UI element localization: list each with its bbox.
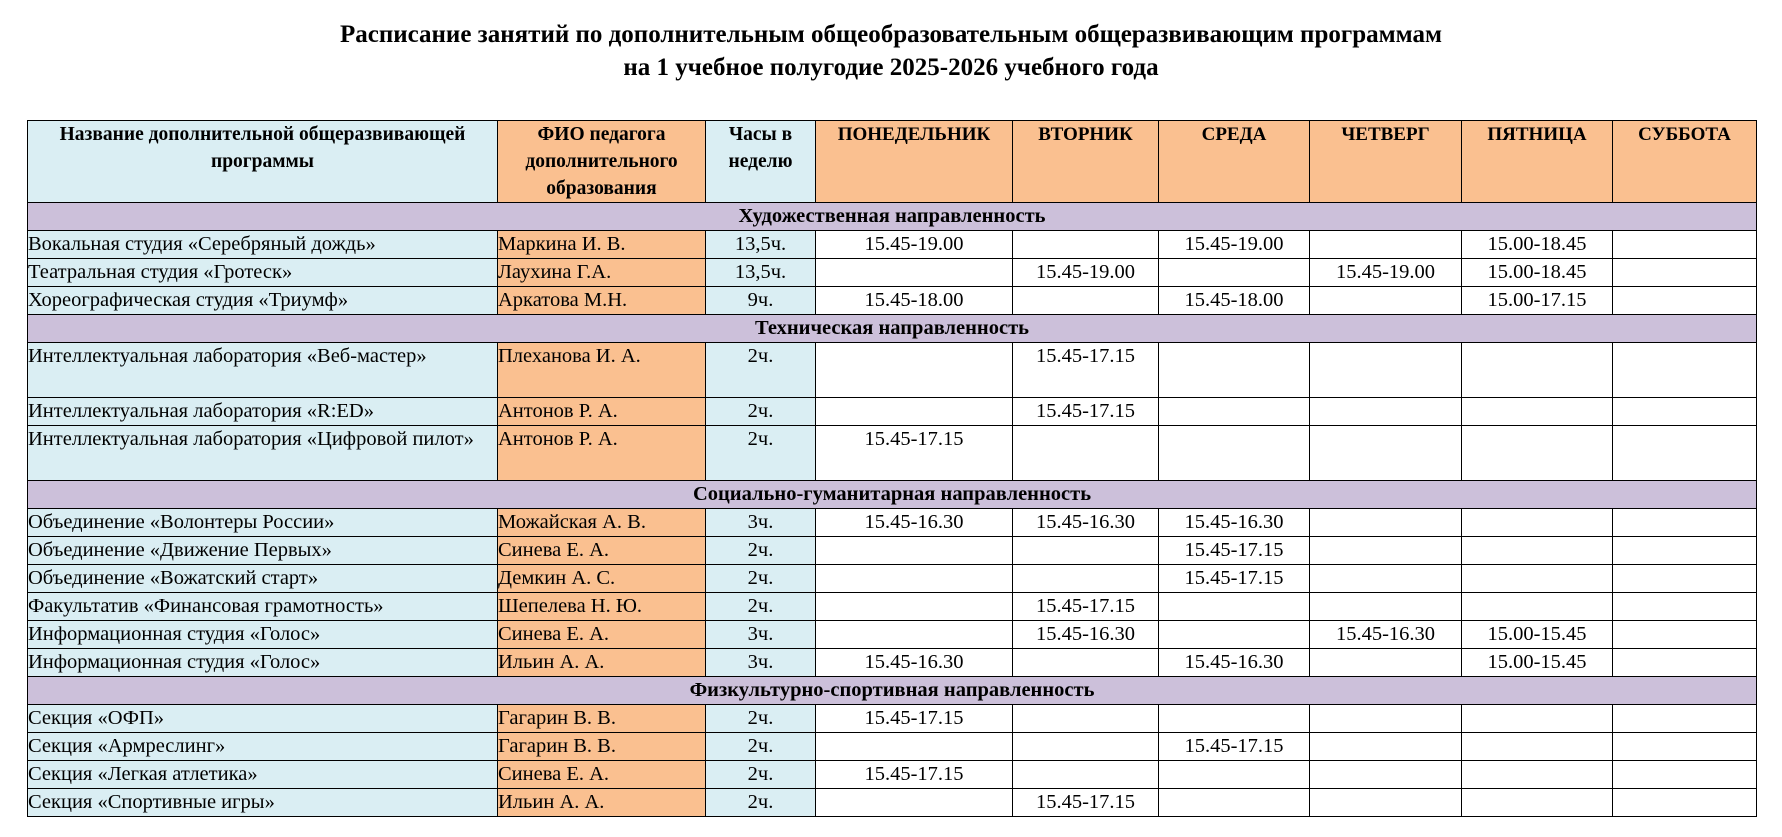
time-cell-saturday (1613, 593, 1757, 621)
hours-per-week: 3ч. (706, 621, 816, 649)
section-row (28, 203, 1757, 231)
time-cell-monday: 15.45-16.30 (816, 509, 1013, 537)
program-name: Вокальная студия «Серебряный дождь» (28, 231, 498, 259)
time-cell-wednesday (1159, 593, 1310, 621)
time-cell-tuesday: 15.45-16.30 (1013, 621, 1159, 649)
time-cell-friday: 15.00-15.45 (1462, 649, 1613, 677)
program-name: Интеллектуальная лаборатория «Веб-мастер» (28, 343, 498, 398)
time-cell-thursday (1310, 537, 1462, 565)
time-cell-wednesday (1159, 426, 1310, 481)
program-name: Хореографическая студия «Триумф» (28, 287, 498, 315)
hours-per-week: 13,5ч. (706, 259, 816, 287)
time-cell-tuesday (1013, 565, 1159, 593)
header-row (28, 121, 1757, 203)
time-cell-friday (1462, 789, 1613, 817)
time-cell-tuesday (1013, 649, 1159, 677)
time-cell-thursday (1310, 398, 1462, 426)
program-name: Информационная студия «Голос» (28, 649, 498, 677)
time-cell-monday (816, 398, 1013, 426)
time-cell-thursday (1310, 705, 1462, 733)
header-thursday: ЧЕТВЕРГ (1310, 121, 1462, 203)
teacher-name: Антонов Р. А. (498, 398, 706, 426)
time-cell-thursday (1310, 789, 1462, 817)
time-cell-tuesday: 15.45-17.15 (1013, 789, 1159, 817)
hours-per-week: 9ч. (706, 287, 816, 315)
time-cell-thursday (1310, 426, 1462, 481)
program-name: Секция «Легкая атлетика» (28, 761, 498, 789)
time-cell-thursday (1310, 593, 1462, 621)
time-cell-friday: 15.00-17.15 (1462, 287, 1613, 315)
time-cell-wednesday: 15.45-16.30 (1159, 509, 1310, 537)
header-hours: Часы в неделю (706, 121, 816, 203)
section-row (28, 677, 1757, 705)
time-cell-friday (1462, 733, 1613, 761)
table-row (28, 343, 1757, 398)
time-cell-saturday (1613, 649, 1757, 677)
table-row (28, 593, 1757, 621)
time-cell-monday: 15.45-17.15 (816, 426, 1013, 481)
table-row (28, 733, 1757, 761)
hours-per-week: 3ч. (706, 649, 816, 677)
hours-per-week: 3ч. (706, 509, 816, 537)
section-row (28, 315, 1757, 343)
teacher-name: Ильин А. А. (498, 649, 706, 677)
time-cell-thursday (1310, 509, 1462, 537)
time-cell-wednesday: 15.45-17.15 (1159, 537, 1310, 565)
schedule-table (27, 120, 1757, 817)
time-cell-wednesday (1159, 705, 1310, 733)
teacher-name: Маркина И. В. (498, 231, 706, 259)
title-line-2: на 1 учебное полугодие 2025-2026 учебного года (623, 54, 1159, 81)
time-cell-monday (816, 259, 1013, 287)
document-title (0, 18, 1782, 84)
time-cell-tuesday: 15.45-19.00 (1013, 259, 1159, 287)
time-cell-tuesday (1013, 733, 1159, 761)
time-cell-saturday (1613, 621, 1757, 649)
teacher-name: Можайская А. В. (498, 509, 706, 537)
time-cell-monday (816, 789, 1013, 817)
table-row (28, 649, 1757, 677)
title-line-1: Расписание занятий по дополнительным общеобразовательным общеразвивающим программам (339, 21, 1443, 48)
schedule-body (28, 203, 1757, 817)
time-cell-monday (816, 537, 1013, 565)
section-title: Художественная направленность (28, 203, 1757, 231)
teacher-name: Гагарин В. В. (498, 705, 706, 733)
header-friday: ПЯТНИЦА (1462, 121, 1613, 203)
time-cell-friday (1462, 537, 1613, 565)
table-row (28, 621, 1757, 649)
teacher-name: Аркатова М.Н. (498, 287, 706, 315)
time-cell-friday (1462, 761, 1613, 789)
time-cell-tuesday (1013, 705, 1159, 733)
time-cell-monday: 15.45-16.30 (816, 649, 1013, 677)
time-cell-thursday: 15.45-19.00 (1310, 259, 1462, 287)
time-cell-saturday (1613, 231, 1757, 259)
hours-per-week: 2ч. (706, 565, 816, 593)
time-cell-friday (1462, 705, 1613, 733)
table-row (28, 426, 1757, 481)
hours-per-week: 13,5ч. (706, 231, 816, 259)
time-cell-thursday (1310, 565, 1462, 593)
time-cell-friday (1462, 509, 1613, 537)
header-monday: ПОНЕДЕЛЬНИК (816, 121, 1013, 203)
time-cell-saturday (1613, 287, 1757, 315)
header-saturday: СУББОТА (1613, 121, 1757, 203)
time-cell-wednesday (1159, 621, 1310, 649)
time-cell-thursday (1310, 649, 1462, 677)
program-name: Объединение «Волонтеры России» (28, 509, 498, 537)
time-cell-tuesday: 15.45-17.15 (1013, 593, 1159, 621)
hours-per-week: 2ч. (706, 593, 816, 621)
teacher-name: Синева Е. А. (498, 621, 706, 649)
time-cell-wednesday: 15.45-17.15 (1159, 565, 1310, 593)
table-row (28, 761, 1757, 789)
time-cell-thursday (1310, 761, 1462, 789)
program-name: Факультатив «Финансовая грамотность» (28, 593, 498, 621)
hours-per-week: 2ч. (706, 343, 816, 398)
time-cell-monday (816, 565, 1013, 593)
time-cell-wednesday (1159, 789, 1310, 817)
time-cell-friday (1462, 398, 1613, 426)
time-cell-thursday (1310, 287, 1462, 315)
time-cell-wednesday (1159, 343, 1310, 398)
time-cell-friday: 15.00-18.45 (1462, 259, 1613, 287)
time-cell-monday: 15.45-19.00 (816, 231, 1013, 259)
hours-per-week: 2ч. (706, 733, 816, 761)
time-cell-saturday (1613, 565, 1757, 593)
hours-per-week: 2ч. (706, 705, 816, 733)
section-title: Социально-гуманитарная направленность (28, 481, 1757, 509)
time-cell-thursday (1310, 733, 1462, 761)
teacher-name: Гагарин В. В. (498, 733, 706, 761)
time-cell-saturday (1613, 343, 1757, 398)
time-cell-monday (816, 593, 1013, 621)
program-name: Интеллектуальная лаборатория «R:ED» (28, 398, 498, 426)
table-row (28, 537, 1757, 565)
time-cell-tuesday (1013, 231, 1159, 259)
time-cell-monday: 15.45-17.15 (816, 761, 1013, 789)
time-cell-tuesday (1013, 761, 1159, 789)
time-cell-wednesday: 15.45-17.15 (1159, 733, 1310, 761)
teacher-name: Плеханова И. А. (498, 343, 706, 398)
time-cell-tuesday: 15.45-17.15 (1013, 398, 1159, 426)
time-cell-thursday (1310, 343, 1462, 398)
program-name: Секция «Армреслинг» (28, 733, 498, 761)
time-cell-wednesday: 15.45-18.00 (1159, 287, 1310, 315)
program-name: Информационная студия «Голос» (28, 621, 498, 649)
time-cell-friday (1462, 593, 1613, 621)
time-cell-saturday (1613, 789, 1757, 817)
time-cell-saturday (1613, 398, 1757, 426)
time-cell-wednesday (1159, 259, 1310, 287)
hours-per-week: 2ч. (706, 426, 816, 481)
section-title: Техническая направленность (28, 315, 1757, 343)
program-name: Объединение «Движение Первых» (28, 537, 498, 565)
program-name: Секция «ОФП» (28, 705, 498, 733)
time-cell-thursday (1310, 231, 1462, 259)
time-cell-monday: 15.45-18.00 (816, 287, 1013, 315)
time-cell-wednesday: 15.45-16.30 (1159, 649, 1310, 677)
header-wednesday: СРЕДА (1159, 121, 1310, 203)
hours-per-week: 2ч. (706, 537, 816, 565)
hours-per-week: 2ч. (706, 761, 816, 789)
table-row (28, 287, 1757, 315)
program-name: Интеллектуальная лаборатория «Цифровой пилот» (28, 426, 498, 481)
program-name: Секция «Спортивные игры» (28, 789, 498, 817)
time-cell-wednesday (1159, 398, 1310, 426)
time-cell-tuesday: 15.45-16.30 (1013, 509, 1159, 537)
table-row (28, 789, 1757, 817)
time-cell-tuesday (1013, 426, 1159, 481)
header-tuesday: ВТОРНИК (1013, 121, 1159, 203)
time-cell-friday: 15.00-15.45 (1462, 621, 1613, 649)
hours-per-week: 2ч. (706, 398, 816, 426)
time-cell-friday: 15.00-18.45 (1462, 231, 1613, 259)
time-cell-wednesday: 15.45-19.00 (1159, 231, 1310, 259)
table-row (28, 565, 1757, 593)
section-title: Физкультурно-спортивная направленность (28, 677, 1757, 705)
time-cell-saturday (1613, 537, 1757, 565)
header-teacher: ФИО педагога дополнительного образования (498, 121, 706, 203)
time-cell-tuesday (1013, 537, 1159, 565)
teacher-name: Шепелева Н. Ю. (498, 593, 706, 621)
table-row (28, 509, 1757, 537)
hours-per-week: 2ч. (706, 789, 816, 817)
teacher-name: Лаухина Г.А. (498, 259, 706, 287)
time-cell-wednesday (1159, 761, 1310, 789)
header-program: Название дополнительной общеразвивающей программы (28, 121, 498, 203)
teacher-name: Синева Е. А. (498, 537, 706, 565)
time-cell-tuesday (1013, 287, 1159, 315)
time-cell-saturday (1613, 761, 1757, 789)
time-cell-saturday (1613, 733, 1757, 761)
teacher-name: Антонов Р. А. (498, 426, 706, 481)
table-row (28, 259, 1757, 287)
table-row (28, 398, 1757, 426)
teacher-name: Демкин А. С. (498, 565, 706, 593)
table-row (28, 231, 1757, 259)
teacher-name: Ильин А. А. (498, 789, 706, 817)
time-cell-saturday (1613, 509, 1757, 537)
time-cell-tuesday: 15.45-17.15 (1013, 343, 1159, 398)
time-cell-thursday: 15.45-16.30 (1310, 621, 1462, 649)
section-row (28, 481, 1757, 509)
time-cell-saturday (1613, 426, 1757, 481)
time-cell-monday (816, 621, 1013, 649)
time-cell-monday: 15.45-17.15 (816, 705, 1013, 733)
teacher-name: Синева Е. А. (498, 761, 706, 789)
time-cell-friday (1462, 565, 1613, 593)
time-cell-monday (816, 733, 1013, 761)
table-row (28, 705, 1757, 733)
time-cell-saturday (1613, 705, 1757, 733)
program-name: Театральная студия «Гротеск» (28, 259, 498, 287)
time-cell-monday (816, 343, 1013, 398)
time-cell-saturday (1613, 259, 1757, 287)
time-cell-friday (1462, 426, 1613, 481)
time-cell-friday (1462, 343, 1613, 398)
program-name: Объединение «Вожатский старт» (28, 565, 498, 593)
